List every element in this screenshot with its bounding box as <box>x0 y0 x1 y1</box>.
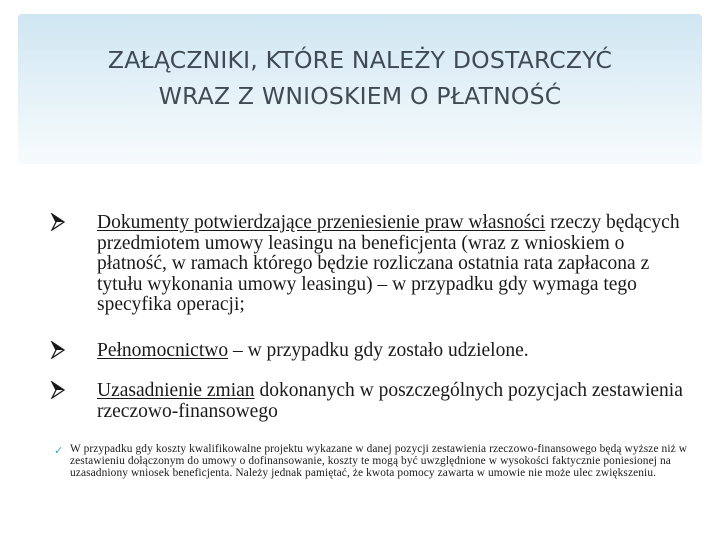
list-item-lead: Pełnomocnictwo <box>97 340 229 361</box>
list-item-rest: rzeczy będących przedmiotem umowy leasingu na beneficjenta (wraz z wnioskiem o płatność, w ramach którego będzie rozliczana ostatnia rata zapłacona z tytułu wykonania umowy leasingu) – w przypadku gdy wymaga tego specyfika operacji; <box>97 212 680 315</box>
list-item-rest: – w przypadku gdy zostało udzielone. <box>228 340 529 361</box>
slide-title-line-1: ZAŁĄCZNIKI, KTÓRE NALEŻY DOSTARCZYĆ <box>107 46 613 74</box>
arrow-bullet-icon <box>50 341 66 359</box>
checkmark-icon: ✓ <box>54 444 64 457</box>
slide-title-line-2: WRAZ Z WNIOSKIEM O PŁATNOŚĆ <box>158 82 562 110</box>
list-item-lead: Dokumenty potwierdzające przeniesienie praw własności <box>97 212 546 233</box>
list-item-text <box>97 213 697 316</box>
arrow-bullet-icon <box>50 381 66 399</box>
list-item-lead: Uzasadnienie zmian <box>97 380 255 401</box>
list-item-rest: dokonanych w poszczególnych pozycjach zestawienia rzeczowo-finansowego <box>97 380 683 422</box>
arrow-bullet-icon <box>50 213 66 231</box>
list-item-text <box>97 341 697 362</box>
footnote-text: W przypadku gdy koszty kwalifikowalne projektu wykazane w danej pozycji zestawienia rzeczowo-finansowego będą wyższe niż w zestawieniu dołączonym do umowy o dofinansowanie, koszty te mogą być uwzględnione w wysokości faktycznie poniesionej na uzasadniony wniosek beneficjenta. Należy jednak pamiętać, że kwota pomocy zawarta w umowie nie może ulec zwiększeniu. <box>70 443 688 479</box>
list-item-text <box>97 381 697 422</box>
slide-title <box>18 42 702 114</box>
